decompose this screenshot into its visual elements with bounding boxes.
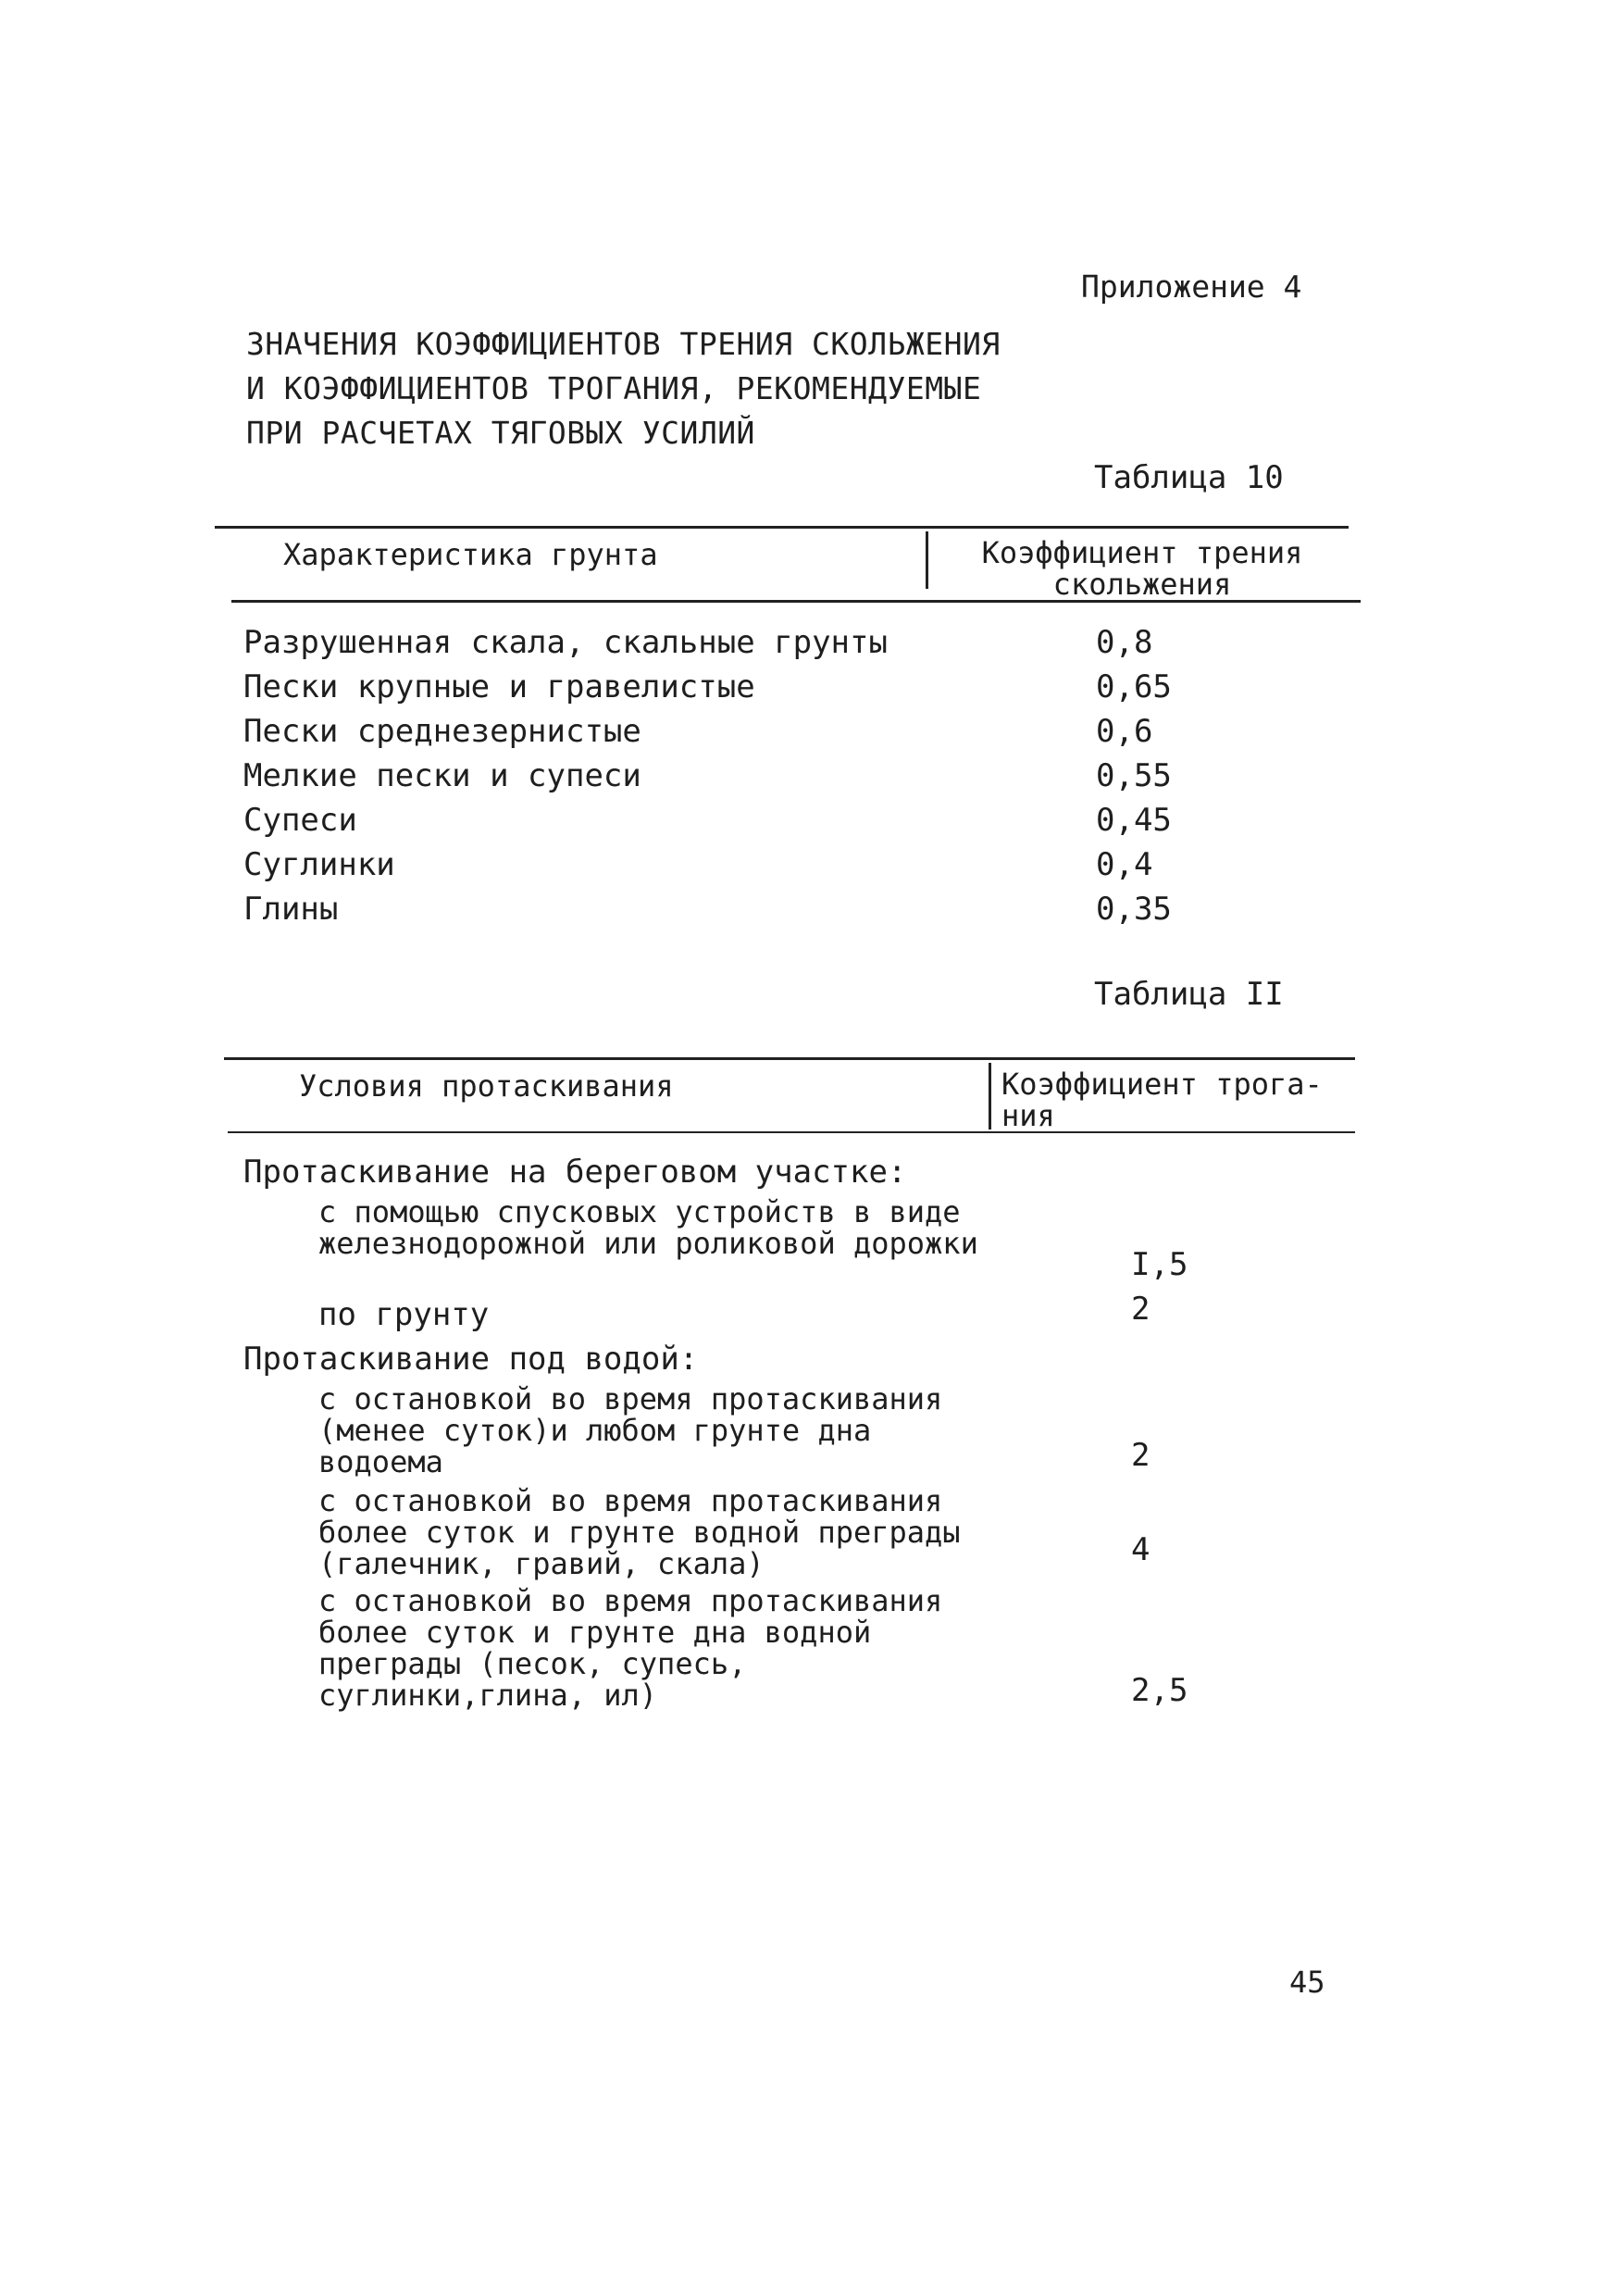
table11-column-divider xyxy=(989,1063,991,1129)
table11-header-coefficient: Коэффициент трога-ния xyxy=(1001,1067,1323,1133)
table10-row-label: Пески среднезернистые xyxy=(243,713,641,750)
table10-row-value: 0,55 xyxy=(1096,757,1172,794)
page-number: 45 xyxy=(1289,1965,1325,2000)
table11-row-label: по грунту xyxy=(318,1296,490,1333)
table11-row-label: с остановкой во время протаскивания более суток и грунте дна водной преграды (песок, супесь, суглинки,глина, ил) xyxy=(318,1583,943,1713)
table10-row-label: Суглинки xyxy=(243,846,395,883)
table11-row-label: с помощью спусковых устройств в виде железнодорожной или роликовой дорожки xyxy=(318,1194,978,1261)
table11-row-label: с остановкой во время протаскивания (менее суток)и любом грунте дна водоема xyxy=(318,1381,943,1479)
table10-row-value: 0,6 xyxy=(1096,713,1153,750)
table11-section-shore: Протаскивание на береговом участке: xyxy=(243,1154,907,1191)
table10-column-divider xyxy=(926,531,928,589)
table11-header-rule xyxy=(228,1131,1355,1133)
title-line-1: ЗНАЧЕНИЯ КОЭФФИЦИЕНТОВ ТРЕНИЯ СКОЛЬЖЕНИЯ xyxy=(246,326,1001,362)
table11-row-value: 2 xyxy=(1131,1437,1151,1474)
table11-section-underwater: Протаскивание под водой: xyxy=(243,1341,699,1378)
title-line-3: ПРИ РАСЧЕТАХ ТЯГОВЫХ УСИЛИЙ xyxy=(246,415,755,451)
table10-row-label: Мелкие пески и супеси xyxy=(243,757,641,794)
table10-row-label: Глины xyxy=(243,891,339,928)
table10-row-value: 0,35 xyxy=(1096,891,1172,928)
table11-row-value: I,5 xyxy=(1131,1246,1188,1283)
table11-row-label: с остановкой во время протаскивания более суток и грунте водной преграды (галечник, гравий, скала) xyxy=(318,1483,961,1581)
table10-row-value: 0,45 xyxy=(1096,802,1172,839)
table10-row-value: 0,65 xyxy=(1096,668,1172,705)
appendix-label: Приложение 4 xyxy=(1081,268,1302,305)
table10-row-label: Пески крупные и гравелистые xyxy=(243,668,755,705)
title-line-2: И КОЭФФИЦИЕНТОВ ТРОГАНИЯ, РЕКОМЕНДУЕМЫЕ xyxy=(246,370,982,406)
table10-row-value: 0,4 xyxy=(1096,846,1153,883)
table11-header-conditions: Условия протаскивания xyxy=(299,1068,674,1104)
table11-row-value: 2,5 xyxy=(1131,1672,1188,1709)
table11-caption: Таблица II xyxy=(1094,976,1284,1013)
table11-top-rule xyxy=(224,1057,1355,1060)
table10-top-rule xyxy=(215,526,1349,529)
table11-row-value: 4 xyxy=(1131,1531,1151,1568)
table10-row-value: 0,8 xyxy=(1096,624,1153,661)
table10-caption: Таблица 10 xyxy=(1094,459,1284,496)
table11-row-value: 2 xyxy=(1131,1291,1151,1328)
table10-row-label: Супеси xyxy=(243,802,357,839)
table10-header-rule xyxy=(231,600,1361,603)
table10-header-characteristic: Характеристика грунта xyxy=(283,537,658,572)
table10-row-label: Разрушенная скала, скальные грунты xyxy=(243,624,888,661)
table10-header-coefficient: Коэффициент трения скольжения xyxy=(981,535,1303,602)
